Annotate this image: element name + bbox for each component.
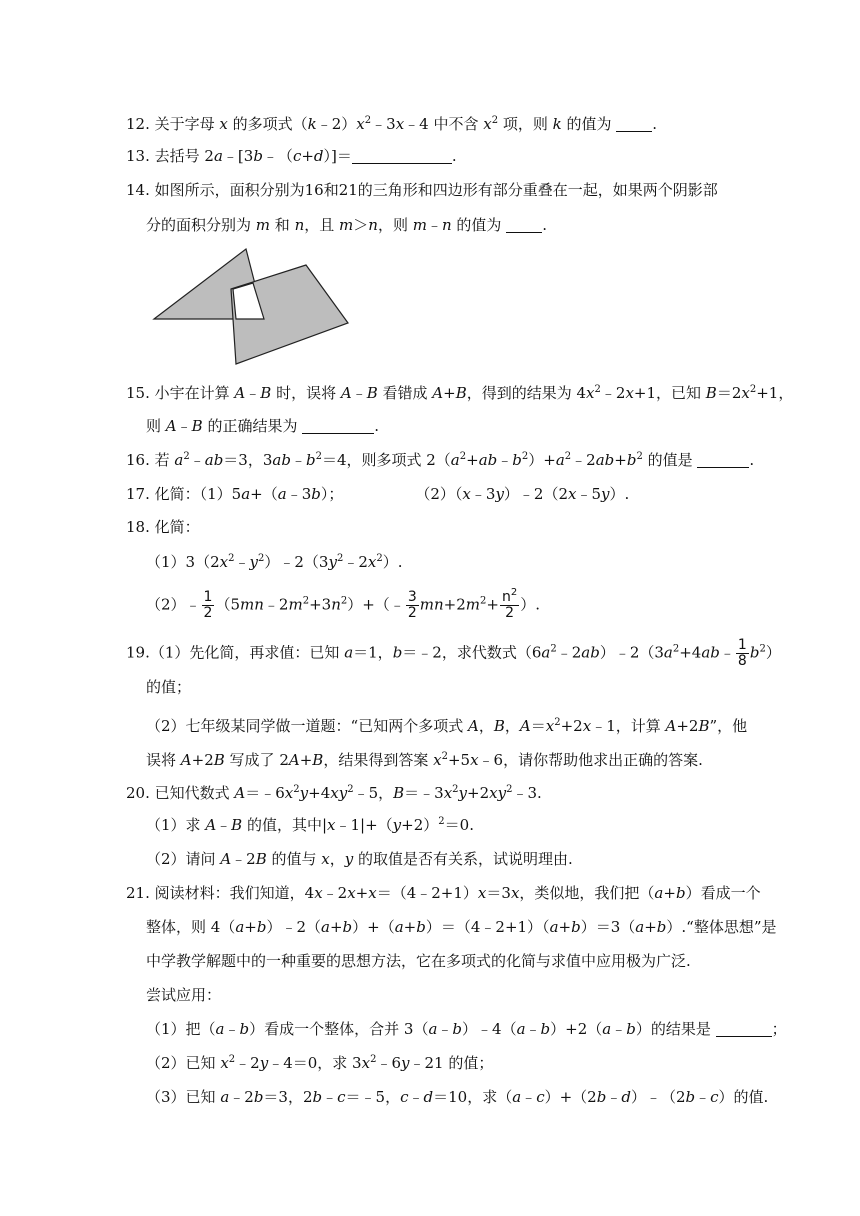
question-number: 14.: [126, 181, 150, 199]
question-number: 19.: [126, 643, 150, 662]
question-18-part1: $(1)3(2x^2﹣y^2)﹣2(3y^2﹣2x^2)$.: [146, 553, 403, 571]
question-18-part2: （2）﹣ $\frac{1}{2}$ $(5mn﹣2m^2+3n^2)+(﹣$ $\frac{3}{2}$ $mn+2m^2+$ $\frac{n^2}{2}$ ）.: [146, 587, 540, 621]
question-19: 19.（1）先化简，再求值：已知 a＝1，b＝﹣2，求代数式$(6a^2﹣2ab)﹣2(3a^2+4ab﹣$ $\frac{1}{8}$ $b^2$）: [126, 637, 781, 669]
question-16: 16. 若 $a^2﹣ab=3$，$3ab﹣b^2=4$，则多项式 $2(a^2+ab﹣b^2)+a^2﹣2ab+b^2$ 的值是 .: [126, 451, 755, 469]
question-number: 17.: [126, 485, 150, 503]
question-15-line2: 则 A﹣B 的正确结果为 .: [146, 417, 379, 435]
answer-blank[interactable]: [716, 1021, 772, 1037]
question-number: 18.: [126, 518, 150, 536]
fraction-three-halves: $\frac{3}{2}$: [407, 589, 417, 621]
answer-blank[interactable]: [352, 148, 452, 164]
question-number: 15.: [126, 384, 150, 402]
fraction-n-squared-half: $\frac{n^2}{2}$: [501, 587, 518, 621]
question-19-part2: （2）七年级某同学做一道题：“已知两个多项式 A，B，$A=x^2+2x﹣1$，计算 A+2B”，他: [146, 717, 748, 735]
question-number: 12.: [126, 115, 150, 133]
question-20-part2: （2）请问 A﹣2B 的值与 x，y 的取值是否有关系，试说明理由.: [146, 850, 573, 868]
answer-blank[interactable]: [616, 116, 652, 132]
question-20: 20. 已知代数式 $A=﹣6x^2y+4xy^2﹣5$，$B=﹣3x^2y+2xy^2﹣3$.: [126, 784, 542, 802]
question-13: 13. 去括号 2a﹣[3b﹣（c+d）]＝ .: [126, 147, 457, 165]
question-18: [126, 517, 200, 537]
question-12: 12. 关于字母 x 的多项式$(k﹣2)x^2﹣3x﹣4$ 中不含 $x^2$ 项，则 k 的值为 .: [126, 115, 658, 133]
question-15: 15. 小宇在计算 A﹣B 时，误将 A﹣B 看错成 A+B，得到的结果为 $4x^2﹣2x+1$，已知 $B=2x^2+1$，: [126, 384, 794, 402]
question-19-part2-line2: 误将 A+2B 写成了 2A+B，结果得到答案 $x^2+5x﹣6$，请你帮助他求出正确的答案.: [146, 751, 703, 769]
answer-blank[interactable]: [302, 418, 374, 434]
overlap-figure: [150, 245, 352, 367]
question-21: 21. 阅读材料：我们知道，4x﹣2x+x＝（4﹣2+1）x＝3x，类似地，我们把（a+b）看成一个: [126, 884, 761, 902]
question-number: 13.: [126, 147, 150, 165]
question-number: 21.: [126, 884, 150, 902]
question-21-line2: 整体，则 4（a+b）﹣2（a+b）+（a+b）＝（4﹣2+1）（a+b）＝3（a+b）.“整体思想”是: [146, 918, 777, 936]
fraction-one-half: $\frac{1}{2}$: [203, 589, 213, 621]
fraction-one-eighth: $\frac{1}{8}$: [737, 637, 747, 669]
question-21-line3: 中学教学解题中的一种重要的思想方法，它在多项式的化简与求值中应用极为广泛.: [146, 952, 691, 970]
question-19-line2: 的值；: [146, 678, 192, 696]
answer-blank[interactable]: [697, 452, 749, 468]
question-17: 17. 化简：（1）5a+（a﹣3b）； （2）（x﹣3y）﹣2（2x﹣5y）.: [126, 485, 630, 503]
question-21-part3: （3）已知 a﹣2b＝3，2b﹣c＝﹣5，c﹣d＝10，求（a﹣c）+（2b﹣d）﹣（2b﹣c）的值.: [146, 1088, 769, 1106]
question-21-part2: （2）已知 $x^2﹣2y﹣4=0$，求 $3x^2﹣6y﹣21$ 的值；: [146, 1054, 494, 1072]
question-21-part1: （1）把（a﹣b）看成一个整体，合并 3（a﹣b）﹣4（a﹣b）+2（a﹣b）的结果是 ；: [146, 1020, 787, 1038]
question-14: 14. 如图所示，面积分别为16和21的三角形和四边形有部分重叠在一起，如果两个阴影部: [126, 181, 718, 199]
question-number: 16.: [126, 451, 150, 469]
question-number: 20.: [126, 784, 150, 802]
answer-blank[interactable]: [506, 217, 542, 233]
question-21-line4: 尝试应用：: [146, 986, 222, 1004]
question-20-part1: （1）求 A﹣B 的值，其中$|x﹣1|+(y+2)^2=0$.: [146, 816, 474, 834]
question-title: 化简：: [154, 518, 200, 536]
question-14-line2: 分的面积分别为 m 和 n，且 m＞n，则 m﹣n 的值为 .: [146, 216, 547, 234]
